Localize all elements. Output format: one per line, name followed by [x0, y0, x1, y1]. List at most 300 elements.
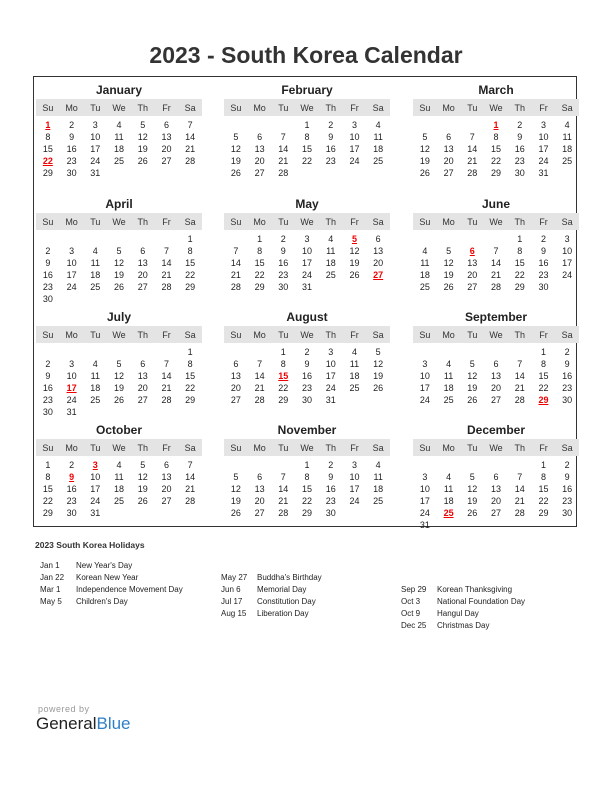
day-cell[interactable]: 4: [375, 460, 381, 470]
day-cell[interactable]: 18: [114, 144, 125, 154]
day-cell[interactable]: 15: [254, 258, 265, 268]
day-cell[interactable]: [484, 233, 508, 245]
day-cell[interactable]: 31: [538, 168, 549, 178]
day-cell[interactable]: 1: [45, 460, 51, 470]
day-cell[interactable]: 18: [562, 144, 573, 154]
day-cell[interactable]: 4: [92, 359, 98, 369]
day-cell[interactable]: 9: [45, 371, 51, 381]
day-cell[interactable]: 18: [443, 496, 454, 506]
day-cell[interactable]: 8: [257, 246, 263, 256]
day-cell[interactable]: 11: [114, 472, 124, 482]
day-cell[interactable]: 29: [185, 395, 196, 405]
day-cell[interactable]: 16: [538, 258, 549, 268]
day-cell[interactable]: 27: [491, 395, 502, 405]
day-cell[interactable]: 29: [278, 395, 289, 405]
day-cell[interactable]: [555, 519, 579, 531]
day-cell[interactable]: 17: [325, 371, 336, 381]
day-cell[interactable]: 2: [564, 460, 570, 470]
day-cell[interactable]: 20: [230, 383, 241, 393]
day-cell[interactable]: 8: [493, 132, 499, 142]
day-cell[interactable]: 18: [90, 383, 101, 393]
day-cell[interactable]: 9: [540, 246, 546, 256]
day-cell[interactable]: 1: [257, 234, 263, 244]
day-cell[interactable]: 21: [161, 383, 172, 393]
day-cell[interactable]: 7: [187, 460, 193, 470]
day-cell[interactable]: 4: [564, 120, 570, 130]
day-cell[interactable]: 1: [187, 234, 193, 244]
day-cell[interactable]: [83, 346, 107, 358]
day-cell[interactable]: 7: [257, 359, 263, 369]
day-cell[interactable]: 7: [469, 132, 475, 142]
day-cell[interactable]: [107, 167, 131, 179]
day-cell[interactable]: 24: [66, 282, 77, 292]
day-cell[interactable]: 24: [325, 383, 336, 393]
day-cell[interactable]: [413, 233, 437, 245]
holiday-date[interactable]: 1: [45, 120, 51, 130]
day-cell[interactable]: 28: [514, 395, 525, 405]
day-cell[interactable]: 22: [302, 496, 313, 506]
day-cell[interactable]: 23: [66, 496, 77, 506]
day-cell[interactable]: 16: [42, 270, 53, 280]
day-cell[interactable]: 19: [114, 383, 125, 393]
day-cell[interactable]: 14: [161, 258, 172, 268]
day-cell[interactable]: 10: [419, 484, 430, 494]
day-cell[interactable]: [508, 519, 532, 531]
day-cell[interactable]: 15: [42, 484, 53, 494]
day-cell[interactable]: 30: [514, 168, 525, 178]
day-cell[interactable]: 28: [161, 282, 172, 292]
day-cell[interactable]: 2: [564, 347, 570, 357]
day-cell[interactable]: [484, 459, 508, 471]
day-cell[interactable]: 10: [419, 371, 430, 381]
day-cell[interactable]: [155, 507, 179, 519]
day-cell[interactable]: 18: [419, 270, 430, 280]
day-cell[interactable]: 30: [562, 508, 573, 518]
day-cell[interactable]: 2: [540, 234, 546, 244]
day-cell[interactable]: 22: [42, 496, 53, 506]
day-cell[interactable]: 1: [540, 460, 546, 470]
day-cell[interactable]: 13: [137, 371, 148, 381]
day-cell[interactable]: 13: [491, 484, 502, 494]
day-cell[interactable]: 22: [254, 270, 265, 280]
generalblue-logo[interactable]: [36, 704, 131, 734]
day-cell[interactable]: 15: [302, 144, 313, 154]
day-cell[interactable]: [178, 406, 202, 418]
day-cell[interactable]: 27: [443, 168, 454, 178]
day-cell[interactable]: 12: [137, 132, 148, 142]
day-cell[interactable]: [178, 507, 202, 519]
day-cell[interactable]: 27: [467, 282, 478, 292]
day-cell[interactable]: 14: [514, 484, 525, 494]
day-cell[interactable]: 13: [467, 258, 478, 268]
day-cell[interactable]: [295, 167, 319, 179]
day-cell[interactable]: 20: [491, 496, 502, 506]
day-cell[interactable]: 6: [493, 359, 499, 369]
day-cell[interactable]: 21: [278, 496, 289, 506]
day-cell[interactable]: [155, 167, 179, 179]
day-cell[interactable]: [131, 507, 155, 519]
day-cell[interactable]: 26: [230, 168, 241, 178]
day-cell[interactable]: 8: [45, 472, 51, 482]
day-cell[interactable]: 16: [514, 144, 525, 154]
day-cell[interactable]: [131, 293, 155, 305]
day-cell[interactable]: 22: [538, 383, 549, 393]
day-cell[interactable]: 25: [114, 496, 125, 506]
day-cell[interactable]: 13: [373, 246, 384, 256]
day-cell[interactable]: 18: [373, 144, 384, 154]
day-cell[interactable]: 20: [491, 383, 502, 393]
day-cell[interactable]: 6: [163, 120, 169, 130]
holiday-date[interactable]: 29: [538, 395, 549, 405]
day-cell[interactable]: 1: [304, 120, 310, 130]
day-cell[interactable]: 9: [564, 359, 570, 369]
day-cell[interactable]: [248, 119, 272, 131]
day-cell[interactable]: 3: [564, 234, 570, 244]
holiday-date[interactable]: 25: [443, 508, 454, 518]
day-cell[interactable]: [460, 346, 484, 358]
day-cell[interactable]: [131, 233, 155, 245]
day-cell[interactable]: 4: [351, 347, 357, 357]
day-cell[interactable]: 4: [422, 246, 428, 256]
day-cell[interactable]: 27: [137, 395, 148, 405]
day-cell[interactable]: 22: [514, 270, 525, 280]
day-cell[interactable]: 25: [90, 395, 101, 405]
day-cell[interactable]: [107, 406, 131, 418]
day-cell[interactable]: 14: [161, 371, 172, 381]
day-cell[interactable]: [131, 167, 155, 179]
day-cell[interactable]: [107, 346, 131, 358]
day-cell[interactable]: [155, 293, 179, 305]
day-cell[interactable]: 15: [302, 484, 313, 494]
day-cell[interactable]: 10: [66, 258, 77, 268]
day-cell[interactable]: 22: [278, 383, 289, 393]
day-cell[interactable]: [413, 346, 437, 358]
day-cell[interactable]: 28: [278, 168, 289, 178]
day-cell[interactable]: [319, 281, 343, 293]
day-cell[interactable]: 8: [517, 246, 523, 256]
day-cell[interactable]: 1: [187, 347, 193, 357]
day-cell[interactable]: 22: [185, 383, 196, 393]
day-cell[interactable]: 9: [328, 472, 334, 482]
day-cell[interactable]: 13: [161, 132, 172, 142]
day-cell[interactable]: 16: [562, 371, 573, 381]
day-cell[interactable]: 23: [562, 496, 573, 506]
day-cell[interactable]: [555, 281, 579, 293]
day-cell[interactable]: 30: [302, 395, 313, 405]
day-cell[interactable]: 14: [185, 132, 196, 142]
day-cell[interactable]: 25: [419, 282, 430, 292]
day-cell[interactable]: 13: [230, 371, 241, 381]
day-cell[interactable]: 18: [443, 383, 454, 393]
day-cell[interactable]: [343, 394, 367, 406]
day-cell[interactable]: 26: [114, 282, 125, 292]
day-cell[interactable]: [460, 119, 484, 131]
day-cell[interactable]: [107, 293, 131, 305]
day-cell[interactable]: 2: [69, 460, 75, 470]
day-cell[interactable]: 8: [540, 472, 546, 482]
day-cell[interactable]: [36, 233, 60, 245]
day-cell[interactable]: 11: [443, 371, 454, 381]
day-cell[interactable]: 22: [185, 270, 196, 280]
day-cell[interactable]: [532, 519, 556, 531]
day-cell[interactable]: 24: [538, 156, 549, 166]
day-cell[interactable]: [366, 167, 390, 179]
day-cell[interactable]: 26: [137, 496, 148, 506]
day-cell[interactable]: 14: [278, 484, 289, 494]
day-cell[interactable]: 6: [257, 472, 263, 482]
day-cell[interactable]: 19: [467, 496, 478, 506]
day-cell[interactable]: [437, 119, 461, 131]
day-cell[interactable]: 21: [185, 144, 196, 154]
day-cell[interactable]: 3: [69, 246, 75, 256]
day-cell[interactable]: 31: [302, 282, 313, 292]
day-cell[interactable]: 2: [69, 120, 75, 130]
day-cell[interactable]: 9: [45, 258, 51, 268]
day-cell[interactable]: 11: [443, 484, 454, 494]
day-cell[interactable]: [437, 346, 461, 358]
day-cell[interactable]: 16: [42, 383, 53, 393]
day-cell[interactable]: 25: [90, 282, 101, 292]
day-cell[interactable]: 14: [514, 371, 525, 381]
day-cell[interactable]: 20: [161, 144, 172, 154]
day-cell[interactable]: 28: [161, 395, 172, 405]
day-cell[interactable]: 11: [562, 132, 572, 142]
day-cell[interactable]: 15: [185, 258, 196, 268]
day-cell[interactable]: [460, 459, 484, 471]
day-cell[interactable]: 17: [302, 258, 313, 268]
day-cell[interactable]: 21: [230, 270, 241, 280]
day-cell[interactable]: 28: [185, 156, 196, 166]
day-cell[interactable]: [343, 281, 367, 293]
day-cell[interactable]: 28: [467, 168, 478, 178]
day-cell[interactable]: 9: [564, 472, 570, 482]
day-cell[interactable]: [460, 233, 484, 245]
day-cell[interactable]: 10: [349, 472, 360, 482]
day-cell[interactable]: 8: [187, 246, 193, 256]
day-cell[interactable]: 21: [467, 156, 478, 166]
day-cell[interactable]: 2: [328, 460, 334, 470]
day-cell[interactable]: 21: [278, 156, 289, 166]
day-cell[interactable]: 13: [137, 258, 148, 268]
day-cell[interactable]: [484, 346, 508, 358]
day-cell[interactable]: 28: [514, 508, 525, 518]
day-cell[interactable]: 30: [278, 282, 289, 292]
day-cell[interactable]: 24: [90, 156, 101, 166]
day-cell[interactable]: 30: [562, 395, 573, 405]
day-cell[interactable]: 14: [467, 144, 478, 154]
day-cell[interactable]: 29: [302, 508, 313, 518]
day-cell[interactable]: 27: [254, 508, 265, 518]
day-cell[interactable]: [343, 167, 367, 179]
day-cell[interactable]: 23: [42, 282, 53, 292]
day-cell[interactable]: 21: [161, 270, 172, 280]
day-cell[interactable]: 18: [114, 484, 125, 494]
day-cell[interactable]: 19: [443, 270, 454, 280]
day-cell[interactable]: [508, 346, 532, 358]
day-cell[interactable]: [366, 507, 390, 519]
day-cell[interactable]: 24: [349, 156, 360, 166]
day-cell[interactable]: 10: [325, 359, 336, 369]
day-cell[interactable]: 3: [69, 359, 75, 369]
day-cell[interactable]: 7: [493, 246, 499, 256]
holiday-date[interactable]: 27: [373, 270, 384, 280]
day-cell[interactable]: 20: [373, 258, 384, 268]
day-cell[interactable]: 21: [254, 383, 265, 393]
day-cell[interactable]: [60, 233, 84, 245]
day-cell[interactable]: 16: [325, 484, 336, 494]
day-cell[interactable]: 17: [349, 144, 360, 154]
day-cell[interactable]: [248, 459, 272, 471]
day-cell[interactable]: 26: [467, 508, 478, 518]
day-cell[interactable]: 22: [491, 156, 502, 166]
day-cell[interactable]: 5: [469, 359, 475, 369]
day-cell[interactable]: 19: [419, 156, 430, 166]
day-cell[interactable]: 11: [114, 132, 124, 142]
day-cell[interactable]: [131, 346, 155, 358]
day-cell[interactable]: 23: [278, 270, 289, 280]
day-cell[interactable]: 25: [325, 270, 336, 280]
day-cell[interactable]: 21: [514, 496, 525, 506]
day-cell[interactable]: 11: [90, 258, 100, 268]
day-cell[interactable]: 9: [328, 132, 334, 142]
day-cell[interactable]: [319, 167, 343, 179]
holiday-date[interactable]: 9: [69, 472, 75, 482]
day-cell[interactable]: 31: [325, 395, 336, 405]
day-cell[interactable]: 25: [114, 156, 125, 166]
day-cell[interactable]: 17: [562, 258, 573, 268]
day-cell[interactable]: 11: [373, 472, 383, 482]
day-cell[interactable]: 14: [254, 371, 265, 381]
day-cell[interactable]: 30: [42, 294, 53, 304]
day-cell[interactable]: 18: [325, 258, 336, 268]
day-cell[interactable]: 17: [419, 496, 430, 506]
day-cell[interactable]: [484, 519, 508, 531]
day-cell[interactable]: [178, 167, 202, 179]
day-cell[interactable]: 15: [491, 144, 502, 154]
day-cell[interactable]: 27: [137, 282, 148, 292]
day-cell[interactable]: 15: [42, 144, 53, 154]
day-cell[interactable]: [460, 519, 484, 531]
day-cell[interactable]: 4: [446, 472, 452, 482]
day-cell[interactable]: 20: [467, 270, 478, 280]
day-cell[interactable]: 13: [254, 144, 265, 154]
day-cell[interactable]: 22: [302, 156, 313, 166]
day-cell[interactable]: 20: [254, 496, 265, 506]
day-cell[interactable]: 6: [446, 132, 452, 142]
day-cell[interactable]: 31: [66, 407, 77, 417]
day-cell[interactable]: [437, 459, 461, 471]
day-cell[interactable]: 24: [419, 395, 430, 405]
day-cell[interactable]: [83, 233, 107, 245]
day-cell[interactable]: 12: [443, 258, 454, 268]
day-cell[interactable]: [508, 459, 532, 471]
day-cell[interactable]: 15: [538, 371, 549, 381]
day-cell[interactable]: 5: [422, 132, 428, 142]
day-cell[interactable]: 20: [443, 156, 454, 166]
day-cell[interactable]: 1: [517, 234, 523, 244]
day-cell[interactable]: 12: [230, 144, 241, 154]
day-cell[interactable]: 25: [349, 383, 360, 393]
day-cell[interactable]: [107, 507, 131, 519]
day-cell[interactable]: 22: [538, 496, 549, 506]
holiday-date[interactable]: 5: [351, 234, 357, 244]
day-cell[interactable]: 6: [493, 472, 499, 482]
day-cell[interactable]: 19: [230, 156, 241, 166]
day-cell[interactable]: 29: [491, 168, 502, 178]
day-cell[interactable]: 13: [161, 472, 172, 482]
day-cell[interactable]: [224, 459, 248, 471]
day-cell[interactable]: 3: [351, 120, 357, 130]
day-cell[interactable]: [155, 233, 179, 245]
day-cell[interactable]: 15: [538, 484, 549, 494]
day-cell[interactable]: 23: [562, 383, 573, 393]
day-cell[interactable]: 12: [230, 484, 241, 494]
day-cell[interactable]: 13: [443, 144, 454, 154]
day-cell[interactable]: [271, 459, 295, 471]
day-cell[interactable]: 2: [517, 120, 523, 130]
day-cell[interactable]: 17: [90, 484, 101, 494]
day-cell[interactable]: 10: [90, 132, 101, 142]
day-cell[interactable]: [60, 346, 84, 358]
day-cell[interactable]: [60, 293, 84, 305]
day-cell[interactable]: 2: [328, 120, 334, 130]
day-cell[interactable]: 6: [257, 132, 263, 142]
day-cell[interactable]: 24: [349, 496, 360, 506]
holiday-date[interactable]: 3: [92, 460, 98, 470]
day-cell[interactable]: 30: [66, 168, 77, 178]
day-cell[interactable]: 19: [230, 496, 241, 506]
day-cell[interactable]: 29: [42, 508, 53, 518]
day-cell[interactable]: [271, 119, 295, 131]
day-cell[interactable]: [131, 406, 155, 418]
day-cell[interactable]: 25: [562, 156, 573, 166]
day-cell[interactable]: 2: [45, 359, 51, 369]
day-cell[interactable]: 4: [328, 234, 334, 244]
day-cell[interactable]: 3: [92, 120, 98, 130]
day-cell[interactable]: 11: [90, 371, 100, 381]
day-cell[interactable]: 27: [161, 156, 172, 166]
day-cell[interactable]: 16: [302, 371, 313, 381]
day-cell[interactable]: 2: [45, 246, 51, 256]
day-cell[interactable]: [83, 293, 107, 305]
day-cell[interactable]: 23: [514, 156, 525, 166]
day-cell[interactable]: 17: [419, 383, 430, 393]
day-cell[interactable]: 24: [562, 270, 573, 280]
day-cell[interactable]: 19: [373, 371, 384, 381]
day-cell[interactable]: 21: [491, 270, 502, 280]
day-cell[interactable]: 7: [517, 359, 523, 369]
day-cell[interactable]: [224, 346, 248, 358]
day-cell[interactable]: 17: [90, 144, 101, 154]
day-cell[interactable]: 8: [304, 472, 310, 482]
day-cell[interactable]: 6: [375, 234, 381, 244]
day-cell[interactable]: 28: [230, 282, 241, 292]
day-cell[interactable]: 5: [446, 246, 452, 256]
day-cell[interactable]: [248, 346, 272, 358]
day-cell[interactable]: 16: [66, 484, 77, 494]
day-cell[interactable]: 20: [137, 270, 148, 280]
day-cell[interactable]: 12: [137, 472, 148, 482]
day-cell[interactable]: 29: [538, 508, 549, 518]
day-cell[interactable]: 11: [326, 246, 336, 256]
day-cell[interactable]: 4: [116, 460, 122, 470]
day-cell[interactable]: 30: [42, 407, 53, 417]
day-cell[interactable]: 31: [90, 168, 101, 178]
day-cell[interactable]: 11: [373, 132, 383, 142]
day-cell[interactable]: 18: [373, 484, 384, 494]
day-cell[interactable]: 11: [349, 359, 360, 369]
day-cell[interactable]: 28: [185, 496, 196, 506]
